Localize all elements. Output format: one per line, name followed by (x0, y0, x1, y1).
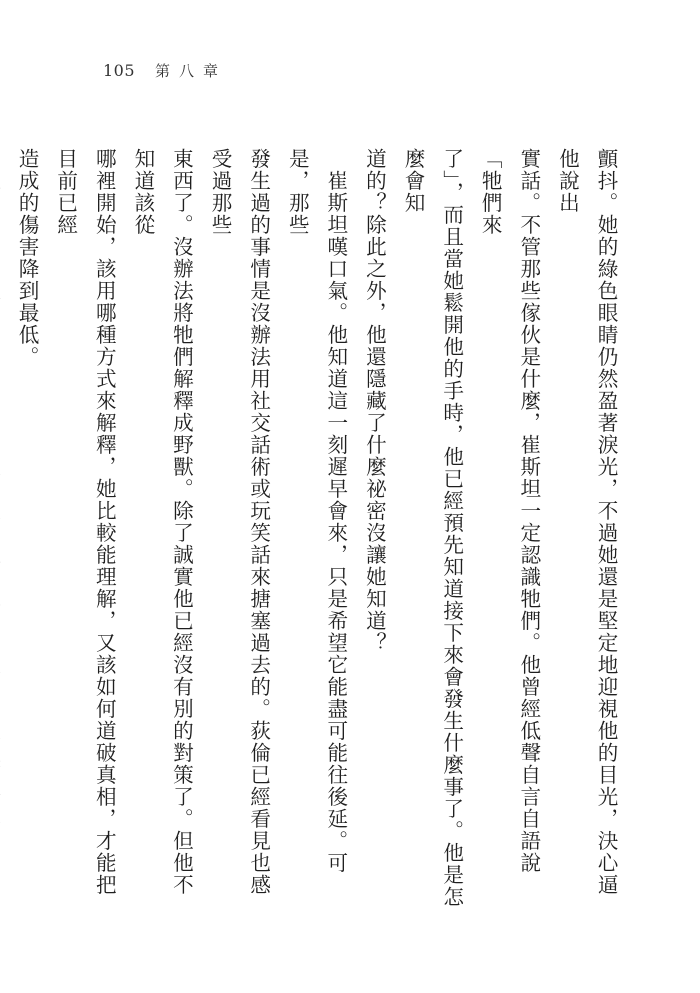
page-number: 105 (103, 61, 136, 80)
running-header (103, 60, 227, 81)
chapter-title: 第八章 (155, 62, 228, 80)
body-text: 顫抖。她的綠色眼睛仍然盈著淚光，不過她還是堅定地迎視他的目光，決心逼他說出 實話。不管那些傢伙是什麼，崔斯坦一定認識牠們。他曾經低聲自言自語說「牠們來 了」，而且當她鬆開他的手時，他已經預先知道接下來會發生什麼事了。他是怎麼會知 道的？除此之外，他還隱藏了什麼祕密沒讓她知道？ 崔斯坦嘆口氣。他知道這一刻遲早會來，只是希望它能盡可能往後延。可是，那些 發生過的事情是沒辦法用社交話術或玩笑話來搪塞過去的。荻倫已經看見也感受過那些 東西了。沒辦法將牠們解釋成野獸。除了誠實他已經沒有別的對策了。但他不知道該從 哪裡開始，該用哪種方式來解釋，她比較能理解，又該如何道破真相，才能把目前已經 造成的傷害降到最低。 (15, 148, 618, 908)
